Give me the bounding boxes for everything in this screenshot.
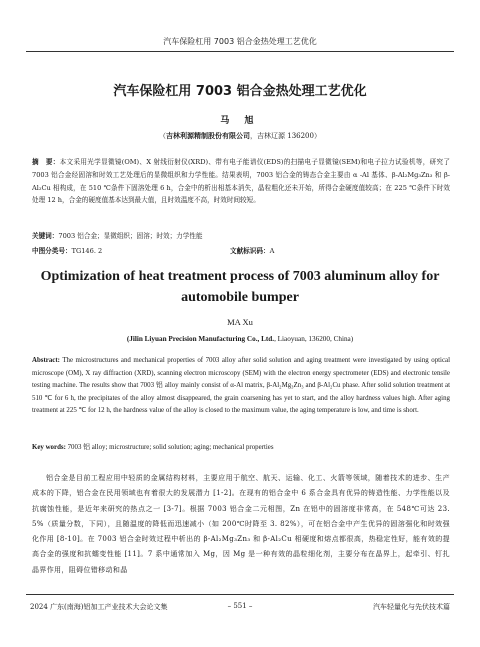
english-abstract-label: Abstract: xyxy=(32,357,60,364)
classification-number xyxy=(32,245,102,255)
affiliation-open-paren: （ xyxy=(159,132,167,140)
chinese-title: 汽车保险杠用 7003 铝合金热处理工艺优化 xyxy=(113,84,367,99)
english-affiliation xyxy=(20,335,460,343)
english-keywords xyxy=(32,441,450,451)
english-keywords-label: Key words: xyxy=(32,444,66,451)
running-head: 汽车保险杠用 7003 铝合金热处理工艺优化 xyxy=(163,37,317,46)
body-paragraph: 铝合金是目前工程应用中轻质的金属结构材料，主要应用于航空、航天、运输、化工、火箭等领域，随着技术的进步、生产成本的下降，铝合金在民用领域也有着很大的发展潜力 [1-2]。在现有的铝合金中 6 系合金具有优异的铸造性能、力学性能以及抗腐蚀性能，是近年来研究的热点之一 [3-7]。根据 7003 铝合金二元相图，Zn 在铝中的固溶度非常高，在 548℃可达 23. 5%（质量分数，下同），且随温度的降低而迅速减小（如 200℃时降至 3. 82%），可在铝合金中产生优异的固溶强化和时效强化作用 [8-10]。在 7003 铝合金时效过程中析出的 β-Al₂Mg₃Zn₃ 和 β-Al₂Cu 相硬度和熔点都很高，热稳定性好，能有效的提高合金的强度和抗蠕变性能 [11]。7 系中通常加入 Mg，因 Mg 是一种有效的晶粒细化剂，主要分布在晶界上，起牵引、钉扎晶界作用，阻碍位错移动和晶 xyxy=(32,474,450,574)
chinese-keywords-label: 关键词： xyxy=(32,232,59,240)
chinese-keywords xyxy=(32,230,450,240)
classification-value: TG146. 2 xyxy=(71,247,103,255)
document-code xyxy=(230,245,274,255)
chinese-author: 马 旭 xyxy=(220,116,260,126)
document-code-value: A xyxy=(269,247,275,255)
chinese-abstract-text: 本文采用光学显微镜(OM)、X 射线衍射仪(XRD)、带有电子能谱仪(EDS)的扫描电子显微镜(SEM)和电子拉力试验机等，研究了 7003 铝合金经固溶和时效工艺处理后的显微组织和力学性能。结果表明，7003 铝合金的铸态合金主要由 α -Al 基体、β-Al₂Mg₃Zn₃ 和 β-Al₂Cu 相构成，在 510 ℃条件下固溶处理 6 h，合金中的析出相基本消失，晶粒粗化还未开始，所得合金硬度值较高；在 225 ℃条件下时效处理 12 h，合金的硬度值基本达到最大值，且时效温度不高，时效时间较短。 xyxy=(32,158,451,205)
chinese-affiliation-place: ，吉林辽源 136200） xyxy=(250,132,321,140)
document-code-label: 文献标识码： xyxy=(230,247,270,255)
chinese-abstract-label: 摘 要： xyxy=(32,158,60,166)
page-number: – 551 – xyxy=(227,602,253,610)
chinese-abstract xyxy=(32,156,450,207)
english-affiliation-place: , Liaoyuan, 136200, China) xyxy=(274,335,354,343)
english-abstract xyxy=(32,355,450,418)
footer-proceedings: 2024 广东(南海)铝加工产业技术大会论文集 xyxy=(30,603,168,611)
english-keywords-text: 7003 铝 alloy; microstructure; solid solution; aging; mechanical properties xyxy=(67,444,274,451)
chinese-affiliation-org: 吉林利源精制股份有限公司 xyxy=(166,132,251,140)
footer-section: 汽车轻量化与先伏技术篇 xyxy=(373,603,450,611)
chinese-keywords-text: 7003 铝合金；显微组织；固溶；时效；力学性能 xyxy=(58,232,203,240)
header-rule xyxy=(26,51,454,52)
english-abstract-text: The microstructures and mechanical properties of 7003 alloy after solid solution and aging treatment were investigated by using optical microscope (OM), X ray diffraction (XRD), scanning electron microscopy (SEM) with the electron energy spectrometer (EDS) and electronic tensile testing machine. The results show that 7003 铝 alloy mainly consist of α-Al matrix, β-Al₂Mg₃Zn₃ and β-Al₂Cu phase. After solid solution treatment at 510 ℃ for 6 h, the precipitates of the alloy almost disappeared, the grain coarsening has yet to start, and the alloy hardness values high. After aging treatment at 225 ℃ for 12 h, the hardness value of the alloy is closed to the maximum value, the aging temperature is low, and time is short. xyxy=(32,357,450,414)
english-title: Optimization of heat treatment process of 7003 aluminum alloy for automobile bumper xyxy=(40,269,440,305)
english-affiliation-org: (Jilin Liyuan Precision Manufacturing Co., Ltd. xyxy=(126,335,275,343)
footer-rule xyxy=(26,594,454,595)
chinese-affiliation xyxy=(20,131,460,141)
english-author: MA Xu xyxy=(227,317,253,327)
classification-label: 中图分类号： xyxy=(32,247,72,255)
